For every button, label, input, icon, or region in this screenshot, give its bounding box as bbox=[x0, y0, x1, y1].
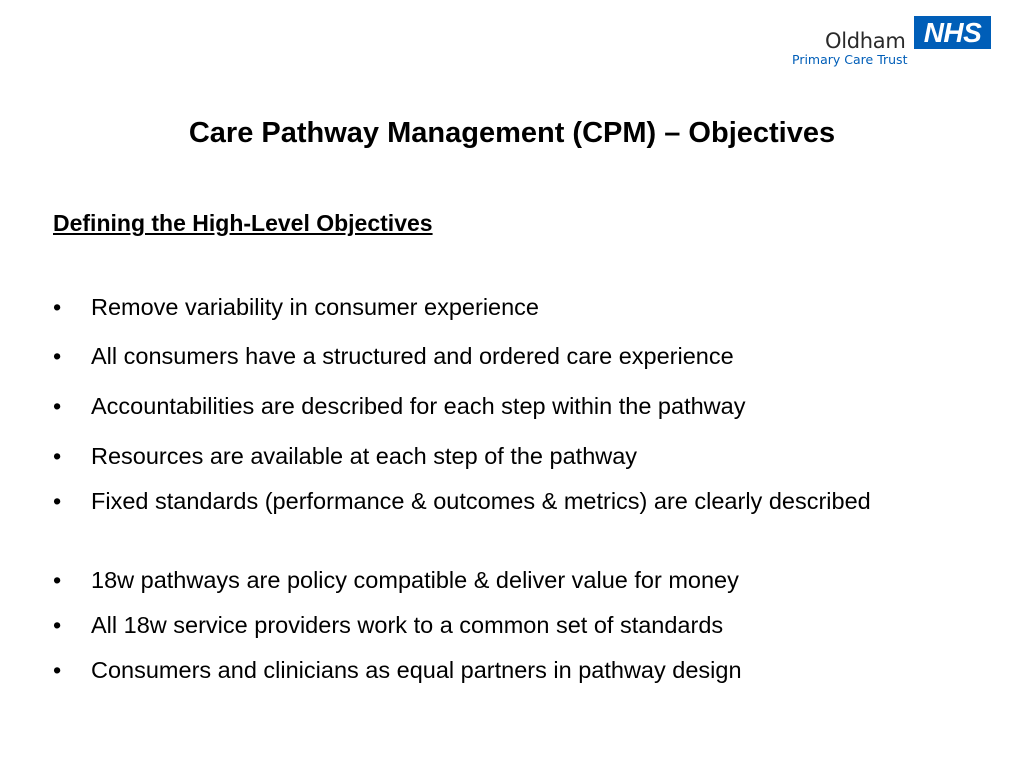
bullet-text: All consumers have a structured and ordered care experience bbox=[91, 343, 734, 369]
bullet-text: Fixed standards (performance & outcomes & metrics) are clearly described bbox=[91, 488, 871, 514]
bullet-icon: • bbox=[53, 612, 62, 638]
oldham-nhs-logo bbox=[790, 16, 992, 68]
section-heading: Defining the High-Level Objectives bbox=[53, 210, 433, 236]
bullet-icon: • bbox=[53, 567, 62, 593]
list-item bbox=[53, 291, 970, 324]
bullet-text: All 18w service providers work to a common set of standards bbox=[91, 612, 724, 638]
list-item bbox=[53, 390, 970, 423]
list-item bbox=[53, 609, 970, 642]
bullet-icon: • bbox=[53, 294, 62, 320]
logo-subtitle: Primary Care Trust bbox=[792, 52, 908, 67]
list-item bbox=[53, 485, 970, 518]
slide-title: Care Pathway Management (CPM) – Objectives bbox=[188, 117, 836, 149]
bullet-icon: • bbox=[53, 393, 62, 419]
nhs-badge: NHS bbox=[914, 16, 991, 49]
list-item bbox=[53, 440, 970, 473]
bullet-icon: • bbox=[53, 488, 62, 514]
bullet-icon: • bbox=[53, 657, 62, 683]
bullet-icon: • bbox=[53, 343, 62, 369]
list-item bbox=[53, 340, 970, 373]
bullet-text: Consumers and clinicians as equal partners in pathway design bbox=[91, 657, 742, 683]
list-item bbox=[53, 654, 970, 687]
bullet-text: Accountabilities are described for each step within the pathway bbox=[91, 393, 746, 419]
bullet-text: Remove variability in consumer experience bbox=[91, 294, 540, 320]
bullet-text: 18w pathways are policy compatible & deliver value for money bbox=[91, 567, 739, 593]
bullet-text: Resources are available at each step of the pathway bbox=[91, 443, 638, 469]
list-item bbox=[53, 564, 970, 597]
logo-org-name: Oldham bbox=[825, 29, 906, 53]
bullet-icon: • bbox=[53, 443, 62, 469]
